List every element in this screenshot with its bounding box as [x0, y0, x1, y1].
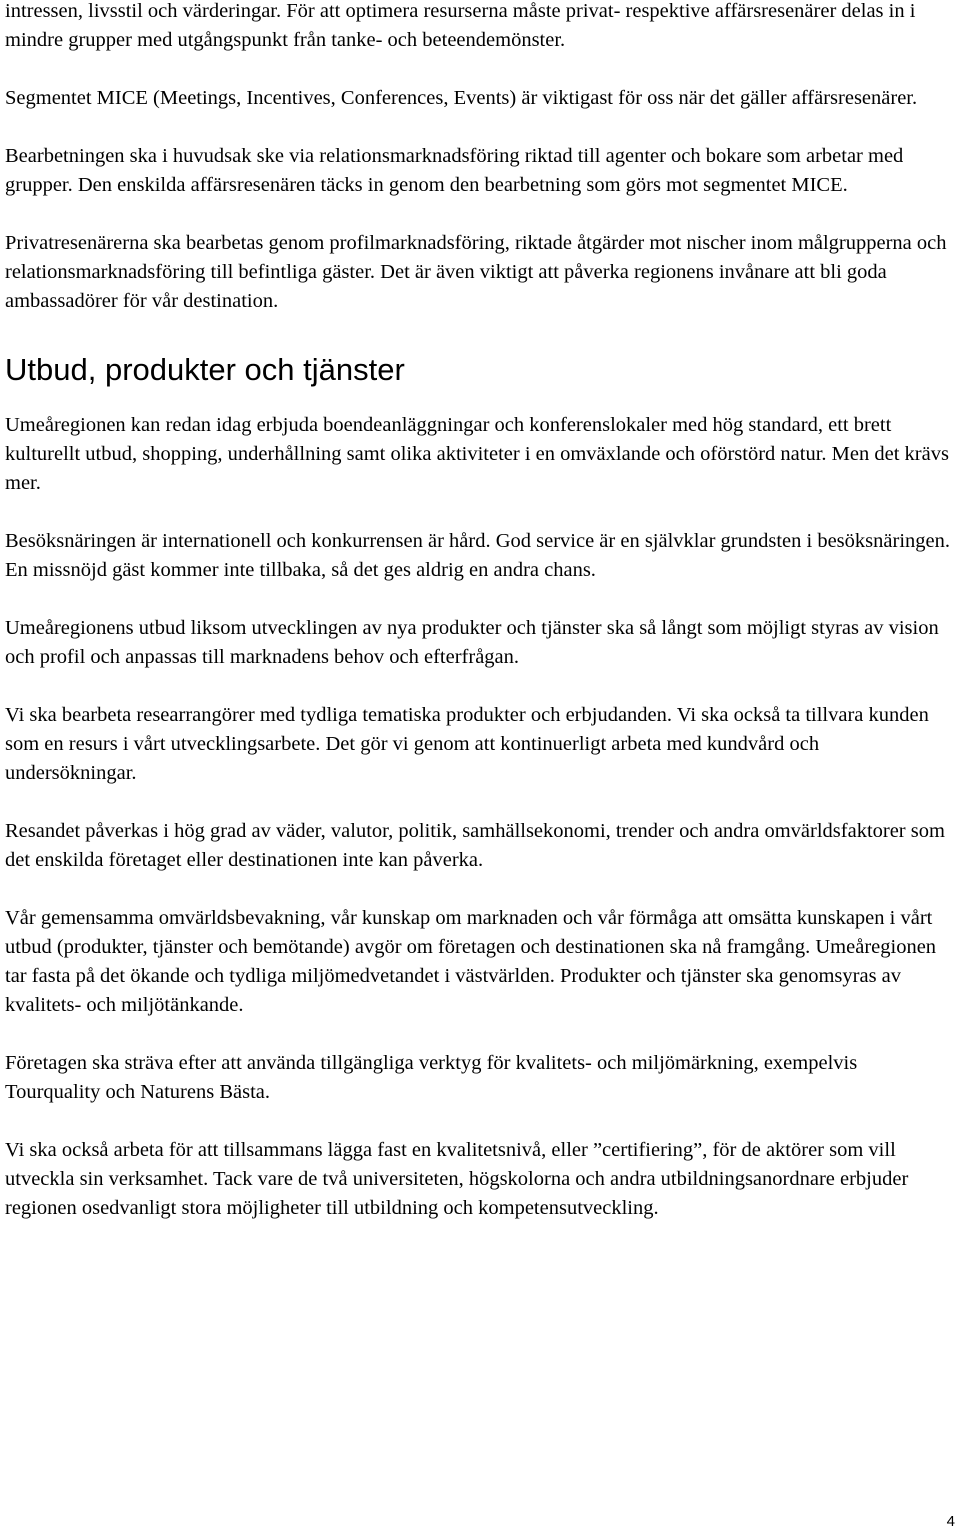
paragraph-current-offering: Umeåregionen kan redan idag erbjuda boendeanläggningar och konferenslokaler med hög standard, ett brett kulturellt utbud, shopping, underhållning samt olika aktiviteter i en omväxlande och oförstörd natur. Men det krävs mer. [5, 414, 949, 494]
page-number: 4 [946, 1513, 955, 1530]
paragraph-audience-segmentation: intressen, livsstil och värderingar. För att optimera resurserna måste privat- respektive affärsresenärer delas in i mindre grupper med utgångspunkt från tanke- och beteendemönster. [5, 0, 916, 51]
paragraph-external-factors: Resandet påverkas i hög grad av väder, valutor, politik, samhällsekonomi, trender och andra omvärldsfaktorer som det enskilda företaget eller destinationen inte kan påverka. [5, 820, 945, 871]
paragraph-certification-tools: Företagen ska sträva efter att använda tillgängliga verktyg för kvalitets- och miljömärkning, exempelvis Tourquality och Naturens Bästa. [5, 1052, 858, 1103]
paragraph-mice-segment: Segmentet MICE (Meetings, Incentives, Conferences, Events) är viktigast för oss när det gäller affärsresenärer. [5, 87, 918, 109]
paragraph-leisure-travellers: Privatresenärerna ska bearbetas genom profilmarknadsföring, riktade åtgärder mot nischer inom målgrupperna och relationsmarknadsföring till befintliga gäster. Det är även viktigt att påverka regionens invånare att bli goda ambassadörer för vår destination. [5, 232, 947, 312]
paragraph-competition-service: Besöksnäringen är internationell och konkurrensen är hård. God service är en självklar grundsten i besöksnäringen. En missnöjd gäst kommer inte tillbaka, så det ges aldrig en andra chans. [5, 530, 950, 581]
paragraph-environmental-awareness: Vår gemensamma omvärldsbevakning, vår kunskap om marknaden och vår förmåga att omsätta kunskapen i vårt utbud (produkter, tjänster och bemötande) avgör om företagen och destinationen ska nå framgång. Umeåregionen tar fasta på det ökande och tydliga miljömedvetandet i västvärlden. Produkter och tjänster ska genomsyras av kvalitets- och miljötänkande. [5, 907, 937, 1016]
document-page [5, 0, 955, 1223]
paragraph-relationship-marketing: Bearbetningen ska i huvudsak ske via relationsmarknadsföring riktad till agenter och bokare som arbetar med grupper. Den enskilda affärsresenären täcks in genom den bearbetning som görs mot segmentet MICE. [5, 145, 904, 196]
paragraph-vision-profile: Umeåregionens utbud liksom utvecklingen av nya produkter och tjänster ska så långt som möjligt styras av vision och profil och anpassas till marknadens behov och efterfrågan. [5, 617, 939, 668]
paragraph-quality-level: Vi ska också arbeta för att tillsammans lägga fast en kvalitetsnivå, eller ”certifiering”, för de aktörer som vill utveckla sin verksamhet. Tack vare de två universiteten, högskolorna och andra utbildningsanordnare erbjuder regionen osedvanligt stora möjligheter till utbildning och kompetensutveckling. [5, 1139, 909, 1219]
paragraph-tour-operators: Vi ska bearbeta researrangörer med tydliga tematiska produkter och erbjudanden. Vi ska också ta tillvara kunden som en resurs i vårt utvecklingsarbete. Det gör vi genom att kontinuerligt arbeta med kundvård och undersökningar. [5, 704, 929, 784]
section-heading: Utbud, produkter och tjänster [5, 352, 405, 387]
